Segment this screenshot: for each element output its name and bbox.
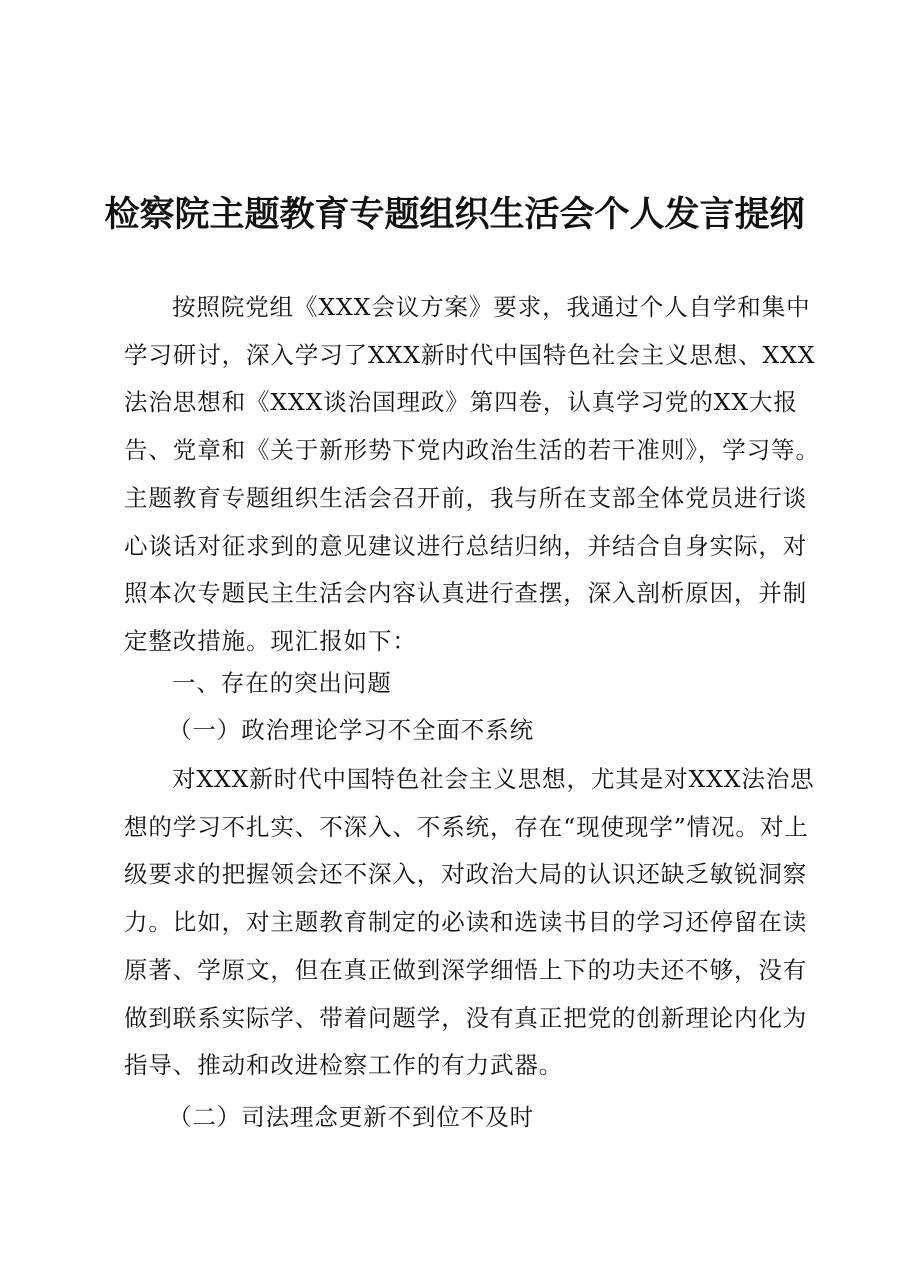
subsection-1-body <box>124 756 820 1090</box>
subsection-1 <box>124 707 820 755</box>
document-title: 检察院主题教育专题组织生活会个人发言提纲 <box>104 194 805 235</box>
section-heading-problems: 一、存在的突出问题 <box>172 669 392 697</box>
intro-block <box>124 284 820 666</box>
subsection-2 <box>124 1094 820 1142</box>
subsection-paragraph-theory-study: 对XXX新时代中国特色社会主义思想，尤其是对XXX法治思想的学习不扎实、不深入、不系统，存在“现使现学”情况。对上级要求的把握领会还不深入，对政治大局的认识还缺乏敏锐洞察力。比如，对主题教育制定的必读和选读书目的学习还停留在读原著、学原文，但在真正做到深学细悟上下的功夫还不够，没有做到联系实际学、带着问题学，没有真正把党的创新理论内化为指导、推动和改进检察工作的有力武器。 <box>124 765 815 1080</box>
subsection-heading-theory-study: （一）政治理论学习不全面不系统 <box>168 716 534 744</box>
section-1 <box>124 660 820 708</box>
subsection-heading-judicial-concept: （二）司法理念更新不到位不及时 <box>168 1103 534 1131</box>
intro-paragraph: 按照院党组《XXX会议方案》要求，我通过个人自学和集中学习研讨，深入学习了XXX新时代中国特色社会主义思想、XXX法治思想和《XXX谈治国理政》第四卷，认真学习党的XX大报告、党章和《关于新形势下党内政治生活的若干准则》，学习等。主题教育专题组织生活会召开前，我与所在支部全体党员进行谈心谈话对征求到的意见建议进行总结归纳，并结合自身实际，对照本次专题民主生活会内容认真进行查摆，深入剖析原因，并制定整改措施。现汇报如下： <box>124 293 820 655</box>
